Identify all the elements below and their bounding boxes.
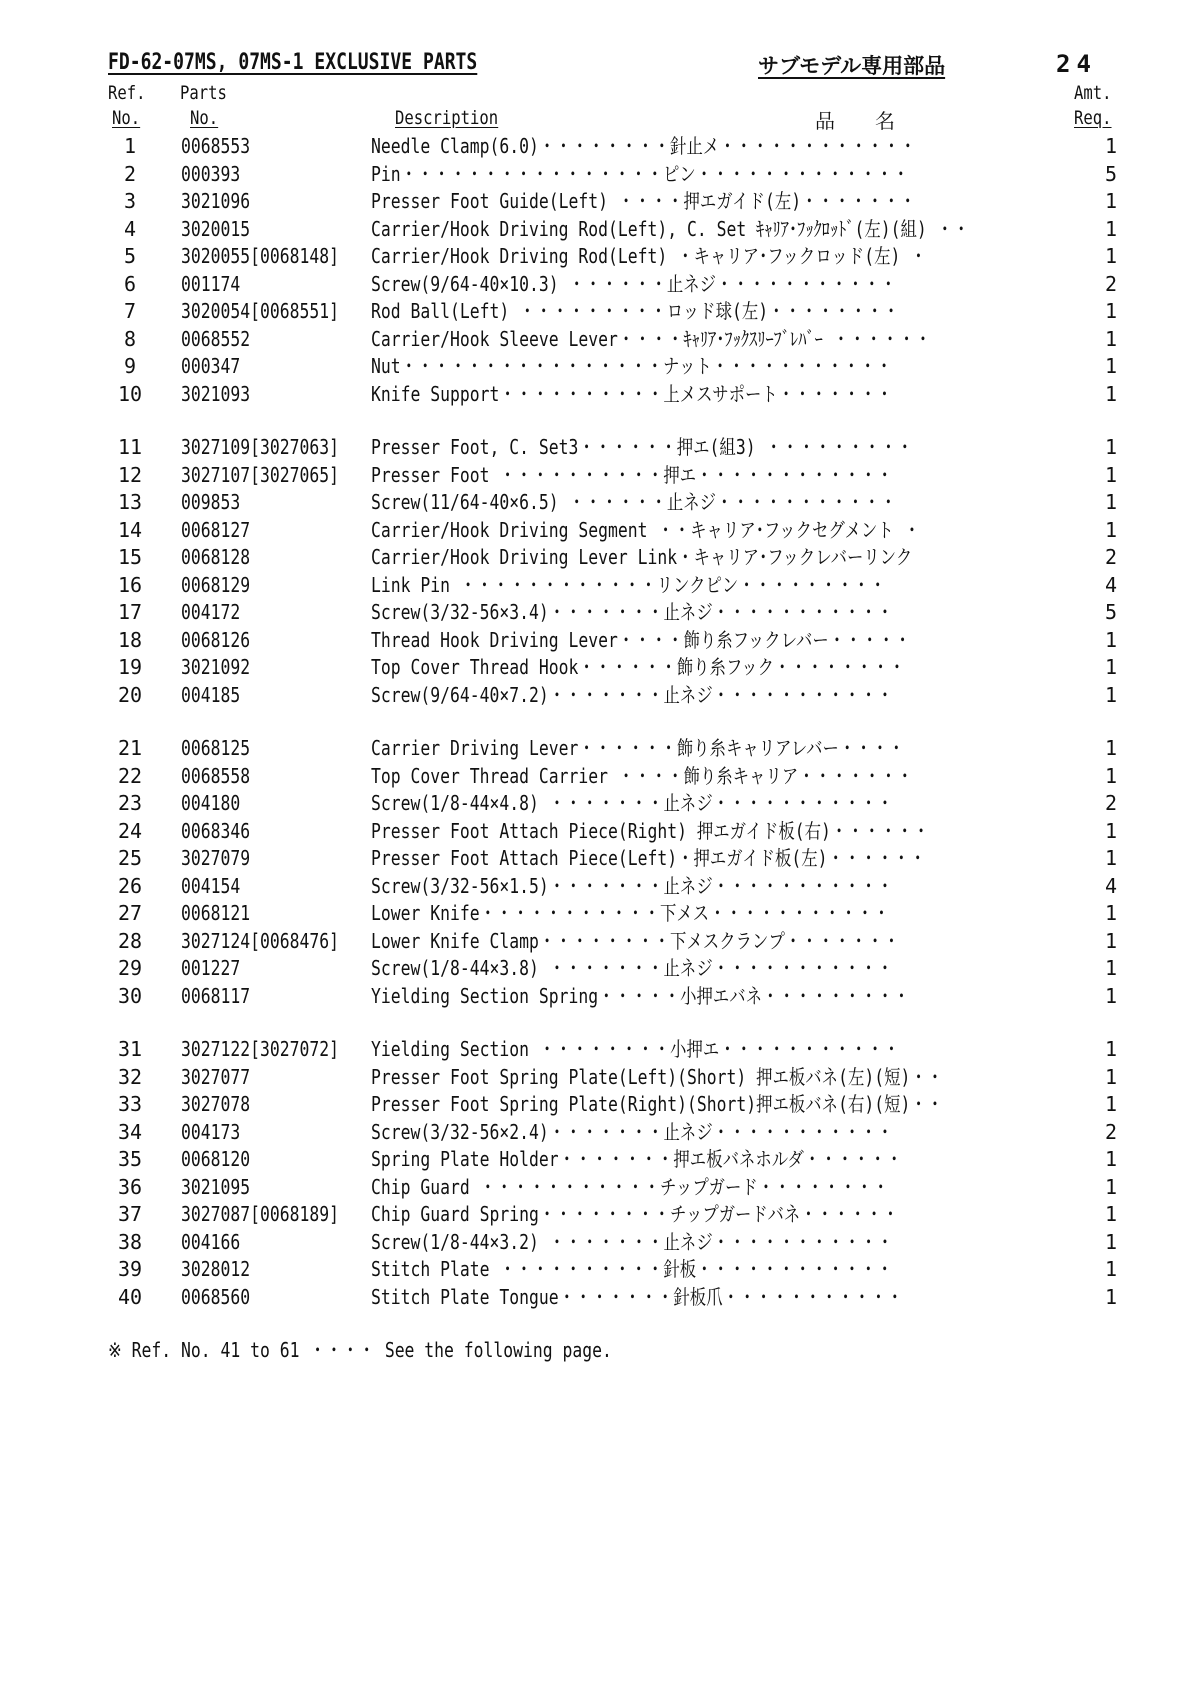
ref-number: 20	[117, 682, 143, 707]
amount-required: 1	[1104, 244, 1117, 268]
amount-required: 1	[1104, 216, 1117, 241]
table-row	[0, 983, 1187, 1011]
amt-column-label: Amt.	[1074, 82, 1112, 104]
amount-required: 1	[1104, 517, 1117, 542]
parts-number: 0068117	[181, 983, 251, 1008]
description: Presser Foot, C. Set3・・・・・・押エ(組3) ・・・・・・・・・	[371, 435, 914, 459]
description: Presser Foot Spring Plate(Left)(Short) 押エ板バネ(左)(短)・・	[371, 1064, 944, 1089]
table-row	[0, 599, 1187, 627]
parts-number: 0068120	[181, 1147, 251, 1171]
description: Knife Support・・・・・・・・・・上メスサポート・・・・・・・	[371, 381, 893, 406]
table-row	[0, 900, 1187, 928]
table-row	[0, 1036, 1187, 1064]
parts-number: 004166	[181, 1229, 241, 1254]
description-column-label: Description	[395, 107, 499, 129]
description: Carrier/Hook Sleeve Lever・・・・ｷｬﾘｱ･ﾌｯｸｽﾘｰﾌﾞﾚﾊﾞｰ ・・・・・・	[371, 326, 932, 351]
ref-number: 22	[117, 763, 143, 788]
parts-number: 3027078	[181, 1092, 251, 1116]
table-row	[0, 1174, 1187, 1202]
description: Screw(3/32-56×1.5)・・・・・・・止ネジ・・・・・・・・・・・	[371, 873, 894, 898]
parts-number: 3021093	[181, 381, 251, 406]
amount-required: 1	[1104, 956, 1117, 980]
table-row	[0, 627, 1187, 655]
table-row	[0, 544, 1187, 572]
ref-number: 16	[117, 572, 143, 597]
amount-required: 1	[1104, 435, 1117, 459]
description: Presser Foot Attach Piece(Right) 押エガイド板(右)・・・・・・	[371, 818, 930, 843]
amount-required: 1	[1104, 1284, 1117, 1309]
ref-number: 30	[117, 983, 143, 1008]
parts-number: 004173	[181, 1119, 241, 1144]
table-row	[0, 1229, 1187, 1257]
description: Top Cover Thread Hook・・・・・・飾り糸フック・・・・・・・・	[371, 655, 906, 679]
parts-number: 3020015	[181, 216, 251, 241]
table-row	[0, 462, 1187, 490]
parts-number: 001227	[181, 956, 241, 980]
description: Lower Knife・・・・・・・・・・・下メス・・・・・・・・・・・	[371, 901, 890, 925]
amount-required: 1	[1104, 736, 1117, 760]
table-row	[0, 243, 1187, 271]
description: Screw(3/32-56×3.4)・・・・・・・止ネジ・・・・・・・・・・・	[371, 600, 894, 624]
amount-required: 1	[1104, 299, 1117, 323]
table-row	[0, 161, 1187, 189]
amount-required: 2	[1104, 271, 1117, 296]
parts-number: 3021096	[181, 189, 251, 213]
table-row	[0, 216, 1187, 244]
parts-column-label: Parts	[180, 82, 227, 104]
amount-required: 1	[1104, 682, 1117, 707]
ref-number: 36	[117, 1174, 143, 1199]
ref-number: 40	[117, 1284, 143, 1309]
amount-required: 1	[1104, 326, 1117, 351]
table-row	[0, 654, 1187, 682]
ref-number: 25	[117, 846, 143, 870]
ref-number: 21	[117, 736, 143, 760]
description: Pin・・・・・・・・・・・・・・・・ピン・・・・・・・・・・・・・	[371, 161, 910, 186]
description: Presser Foot Attach Piece(Left)・押エガイド板(左)・・・・・・	[371, 846, 926, 870]
parts-no-label: No.	[190, 107, 219, 129]
description: Screw(9/64-40×7.2)・・・・・・・止ネジ・・・・・・・・・・・	[371, 682, 894, 707]
description: Screw(9/64-40×10.3) ・・・・・・止ネジ・・・・・・・・・・・	[371, 271, 897, 296]
table-row	[0, 326, 1187, 354]
amount-required: 1	[1104, 627, 1117, 652]
amount-required: 1	[1104, 134, 1117, 158]
description: Presser Foot Guide(Left) ・・・・押エガイド(左)・・・・・・・	[371, 189, 916, 213]
description: Link Pin ・・・・・・・・・・・・リンクピン・・・・・・・・・	[371, 572, 886, 597]
parts-number: 3027109[3027063]	[181, 435, 339, 459]
ref-number: 8	[123, 326, 137, 351]
parts-number: 3027107[3027065]	[181, 462, 339, 487]
ref-number: 35	[117, 1147, 143, 1171]
amount-required: 1	[1104, 1202, 1117, 1226]
amount-required: 1	[1104, 1064, 1117, 1089]
table-row	[0, 763, 1187, 791]
req-column-label: Req.	[1074, 107, 1112, 129]
parts-number: 0068560	[181, 1284, 251, 1309]
parts-number: 0068126	[181, 627, 251, 652]
table-row	[0, 818, 1187, 846]
table-row	[0, 133, 1187, 161]
ref-number: 24	[117, 818, 143, 843]
description: Top Cover Thread Carrier ・・・・飾り糸キャリア・・・・・・・	[371, 763, 914, 788]
description: Thread Hook Driving Lever・・・・飾り糸フックレバー・・・・・	[371, 627, 911, 652]
table-row	[0, 845, 1187, 873]
ref-number: 7	[123, 299, 137, 323]
amount-required: 1	[1104, 1092, 1117, 1116]
ref-number: 12	[117, 462, 143, 487]
page-title: FD-62-07MS, 07MS-1 EXCLUSIVE PARTS	[108, 50, 478, 75]
ref-number: 15	[117, 545, 143, 569]
parts-group	[0, 1036, 1187, 1311]
ref-number: 18	[117, 627, 143, 652]
parts-number: 0068129	[181, 572, 251, 597]
ref-column-label: Ref.	[108, 82, 146, 104]
table-row	[0, 1119, 1187, 1147]
amount-required: 1	[1104, 490, 1117, 514]
amount-required: 1	[1104, 901, 1117, 925]
parts-number: 3021092	[181, 655, 251, 679]
amount-required: 5	[1104, 600, 1117, 624]
amount-required: 4	[1104, 572, 1117, 597]
amount-required: 2	[1104, 1119, 1117, 1144]
ref-number: 6	[123, 271, 137, 296]
description: Carrier/Hook Driving Rod(Left), C. Set ｷｬﾘｱ･ﾌｯｸﾛｯﾄﾞ(左)(組) ・・	[371, 216, 970, 241]
table-row	[0, 1146, 1187, 1174]
amount-required: 1	[1104, 846, 1117, 870]
amount-required: 1	[1104, 354, 1117, 378]
parts-number: 004180	[181, 791, 241, 815]
description: Carrier/Hook Driving Rod(Left) ・キャリア･フックロッド(左) ・	[371, 244, 927, 268]
amount-required: 1	[1104, 928, 1117, 953]
amount-required: 1	[1104, 1174, 1117, 1199]
parts-number: 0068346	[181, 818, 251, 843]
amount-required: 1	[1104, 818, 1117, 843]
amount-required: 1	[1104, 462, 1117, 487]
amount-required: 2	[1104, 791, 1117, 815]
ref-number: 9	[123, 354, 137, 378]
parts-group	[0, 133, 1187, 408]
table-row	[0, 1064, 1187, 1092]
ref-number: 13	[117, 490, 143, 514]
parts-number: 0068125	[181, 736, 251, 760]
ref-number: 5	[123, 244, 137, 268]
amount-required: 1	[1104, 655, 1117, 679]
parts-number: 3021095	[181, 1174, 251, 1199]
parts-number: 0068552	[181, 326, 251, 351]
description: Screw(1/8-44×3.8) ・・・・・・・止ネジ・・・・・・・・・・・	[371, 956, 894, 980]
table-row	[0, 572, 1187, 600]
description: Stitch Plate ・・・・・・・・・・針板・・・・・・・・・・・・	[371, 1257, 893, 1281]
ref-number: 14	[117, 517, 143, 542]
amount-required: 1	[1104, 381, 1117, 406]
ref-number: 10	[117, 381, 143, 406]
description: Rod Ball(Left) ・・・・・・・・・ロッド球(左)・・・・・・・・	[371, 299, 900, 323]
parts-number: 009853	[181, 490, 241, 514]
parts-number: 004154	[181, 873, 241, 898]
amount-required: 4	[1104, 873, 1117, 898]
description: Yielding Section ・・・・・・・・小押エ・・・・・・・・・・・	[371, 1037, 900, 1061]
description: Chip Guard ・・・・・・・・・・・チップガード・・・・・・・・	[371, 1174, 889, 1199]
parts-number: 0068121	[181, 901, 251, 925]
ref-number: 3	[123, 189, 137, 213]
ref-number: 32	[117, 1064, 143, 1089]
parts-number: 000347	[181, 354, 241, 378]
amount-required: 5	[1104, 161, 1117, 186]
page-number: 24	[1056, 50, 1097, 78]
ref-number: 38	[117, 1229, 143, 1254]
japanese-name-column-label: 品 名	[815, 109, 895, 133]
parts-number: 3027077	[181, 1064, 251, 1089]
table-row	[0, 489, 1187, 517]
description: Presser Foot Spring Plate(Right)(Short)押エ板バネ(右)(短)・・	[371, 1092, 944, 1116]
table-row	[0, 873, 1187, 901]
ref-number: 28	[117, 928, 143, 953]
table-row	[0, 517, 1187, 545]
ref-number: 33	[117, 1092, 143, 1116]
description: Lower Knife Clamp・・・・・・・・下メスクランプ・・・・・・・	[371, 928, 900, 953]
ref-number: 37	[117, 1202, 143, 1226]
description: Carrier Driving Lever・・・・・・飾り糸キャリアレバー・・・・	[371, 736, 905, 760]
table-row	[0, 298, 1187, 326]
parts-group	[0, 735, 1187, 1010]
description: Screw(1/8-44×4.8) ・・・・・・・止ネジ・・・・・・・・・・・	[371, 791, 894, 815]
table-row	[0, 1256, 1187, 1284]
parts-number: 004185	[181, 682, 241, 707]
description: Needle Clamp(6.0)・・・・・・・・針止メ・・・・・・・・・・・・	[371, 134, 917, 158]
description: Spring Plate Holder・・・・・・・押エ板バネホルダ・・・・・・	[371, 1147, 903, 1171]
amount-required: 1	[1104, 189, 1117, 213]
amount-required: 1	[1104, 983, 1117, 1008]
table-row	[0, 1091, 1187, 1119]
table-row	[0, 1284, 1187, 1312]
amount-required: 1	[1104, 1147, 1117, 1171]
table-row	[0, 434, 1187, 462]
ref-number: 17	[117, 600, 143, 624]
description: Chip Guard Spring・・・・・・・・チップガードバネ・・・・・・	[371, 1202, 899, 1226]
parts-number: 3027124[0068476]	[181, 928, 339, 953]
parts-number: 0068128	[181, 545, 251, 569]
ref-number: 23	[117, 791, 143, 815]
amount-required: 1	[1104, 1257, 1117, 1281]
table-row	[0, 928, 1187, 956]
parts-number: 3020055[0068148]	[181, 244, 339, 268]
parts-table	[0, 133, 1187, 1337]
amount-required: 1	[1104, 1229, 1117, 1254]
parts-number: 3027087[0068189]	[181, 1202, 339, 1226]
parts-number: 3027079	[181, 846, 251, 870]
parts-number: 3028012	[181, 1257, 251, 1281]
amount-required: 2	[1104, 545, 1117, 569]
parts-number: 001174	[181, 271, 241, 296]
table-row	[0, 353, 1187, 381]
description: Carrier/Hook Driving Lever Link・キャリア･フックレバーリンク	[371, 545, 913, 569]
description: Carrier/Hook Driving Segment ・・キャリア･フックセグメント ・	[371, 517, 921, 542]
ref-number: 4	[123, 216, 137, 241]
parts-number: 0068553	[181, 134, 251, 158]
amount-required: 1	[1104, 763, 1117, 788]
parts-number: 004172	[181, 600, 241, 624]
parts-number: 000393	[181, 161, 241, 186]
description: Screw(3/32-56×2.4)・・・・・・・止ネジ・・・・・・・・・・・	[371, 1119, 894, 1144]
table-row	[0, 1201, 1187, 1229]
table-row	[0, 271, 1187, 299]
ref-number: 1	[123, 134, 137, 158]
description: Screw(1/8-44×3.2) ・・・・・・・止ネジ・・・・・・・・・・・	[371, 1229, 894, 1254]
ref-no-label: No.	[112, 107, 141, 129]
description: Stitch Plate Tongue・・・・・・・針板爪・・・・・・・・・・・	[371, 1284, 904, 1309]
table-row	[0, 188, 1187, 216]
parts-number: 0068558	[181, 763, 251, 788]
page-title-japanese: サブモデル専用部品	[758, 54, 946, 78]
ref-number: 11	[117, 435, 143, 459]
table-row	[0, 790, 1187, 818]
description: Yielding Section Spring・・・・・小押エバネ・・・・・・・・・	[371, 983, 910, 1008]
parts-number: 0068127	[181, 517, 251, 542]
table-row	[0, 682, 1187, 710]
amount-required: 1	[1104, 1037, 1117, 1061]
footer-note: ※ Ref. No. 41 to 61 ・・・・ See the following page.	[108, 1338, 612, 1362]
ref-number: 31	[117, 1037, 143, 1061]
table-row	[0, 955, 1187, 983]
parts-group	[0, 434, 1187, 709]
parts-number: 3027122[3027072]	[181, 1037, 339, 1061]
parts-number: 3020054[0068551]	[181, 299, 339, 323]
ref-number: 19	[117, 655, 143, 679]
ref-number: 27	[117, 901, 143, 925]
ref-number: 29	[117, 956, 143, 980]
table-row	[0, 735, 1187, 763]
ref-number: 39	[117, 1257, 143, 1281]
ref-number: 2	[123, 161, 137, 186]
table-row	[0, 381, 1187, 409]
ref-number: 26	[117, 873, 143, 898]
description: Nut・・・・・・・・・・・・・・・・ナット・・・・・・・・・・・	[371, 354, 893, 378]
description: Presser Foot ・・・・・・・・・・押エ・・・・・・・・・・・・	[371, 462, 893, 487]
description: Screw(11/64-40×6.5) ・・・・・・止ネジ・・・・・・・・・・・	[371, 490, 897, 514]
ref-number: 34	[117, 1119, 143, 1144]
